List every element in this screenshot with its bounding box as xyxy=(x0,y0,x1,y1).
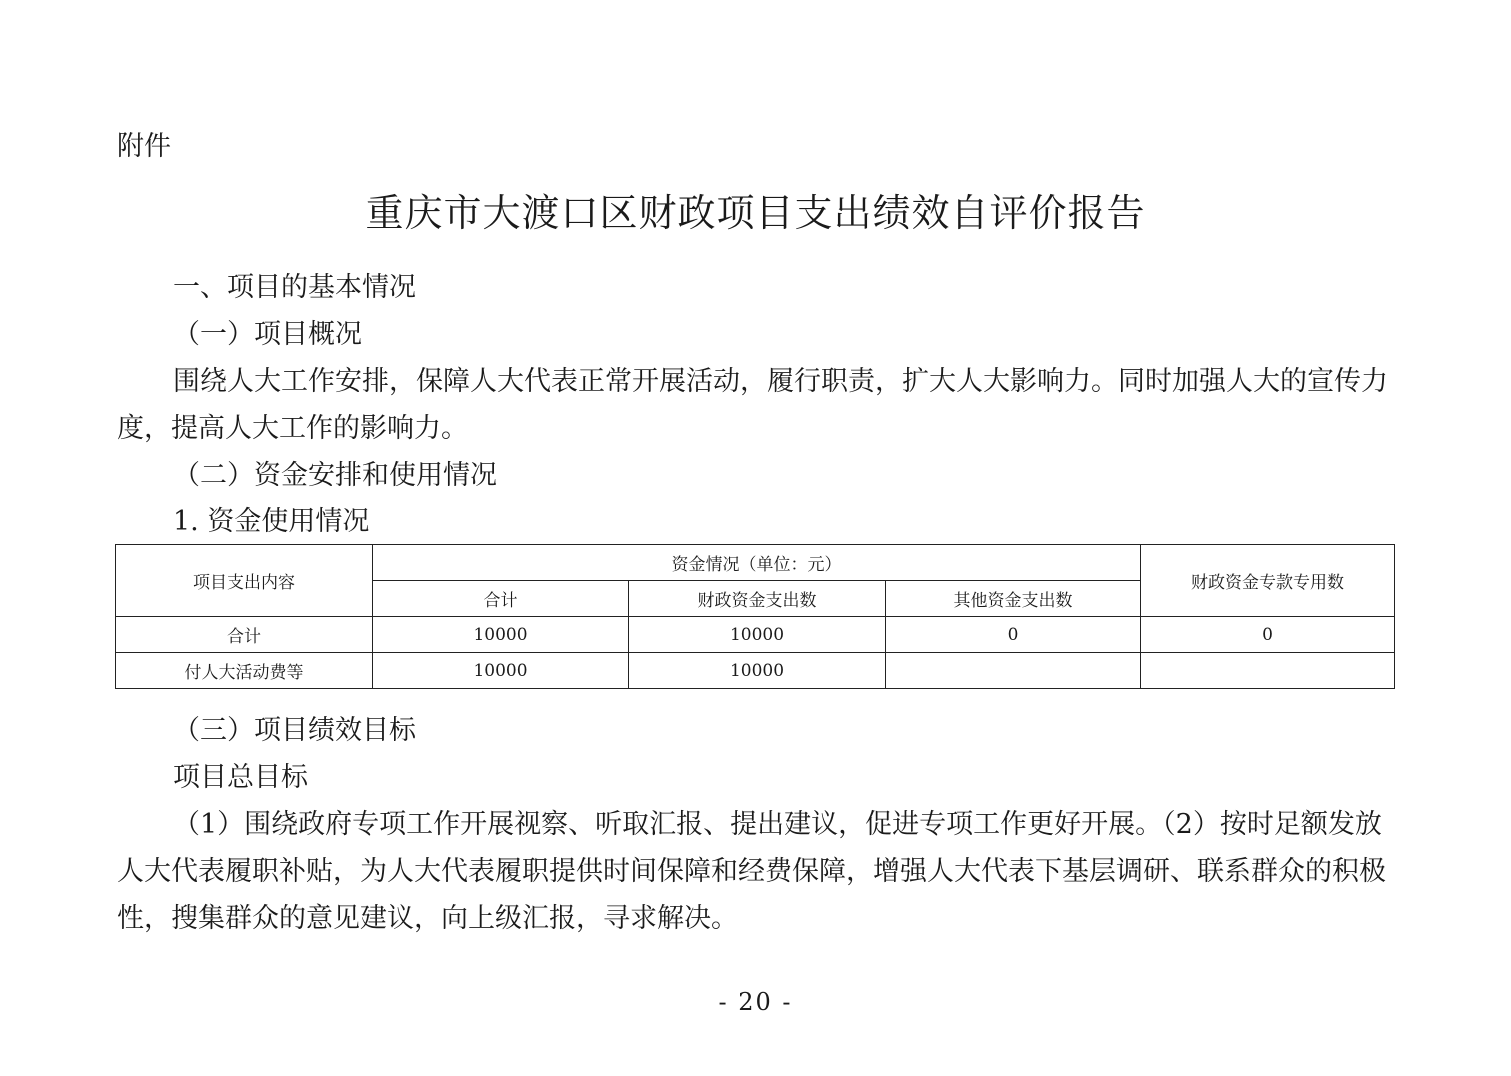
table-row xyxy=(116,653,1395,689)
overview-paragraph: 围绕人大工作安排，保障人大代表正常开展活动，履行职责，扩大人大影响力。同时加强人大的宣传力度，提高人大工作的影响力。 xyxy=(117,366,1388,444)
funding-usage-item: 1. 资金使用情况 xyxy=(173,506,370,537)
table-cell: 0 xyxy=(886,617,1141,653)
table-cell: 10000 xyxy=(373,653,629,689)
table-row xyxy=(116,617,1395,653)
page-number: - 20 - xyxy=(718,988,793,1016)
table-cell: 10000 xyxy=(629,617,886,653)
subsection-heading-funding: （二）资金安排和使用情况 xyxy=(173,460,497,491)
table-cell: 合计 xyxy=(116,617,373,653)
table-cell: 10000 xyxy=(629,653,886,689)
document-title: 重庆市大渡口区财政项目支出绩效自评价报告 xyxy=(365,191,1146,235)
section-heading-basic-info: 一、项目的基本情况 xyxy=(173,272,416,303)
table-cell xyxy=(886,653,1141,689)
attachment-label: 附件 xyxy=(117,131,171,162)
header-funding-group: 资金情况（单位：元） xyxy=(373,545,1141,581)
subsection-heading-overview: （一）项目概况 xyxy=(173,319,362,350)
table-cell: 0 xyxy=(1141,617,1395,653)
table-cell: 10000 xyxy=(373,617,629,653)
header-item: 项目支出内容 xyxy=(116,545,373,617)
funding-table xyxy=(115,544,1395,689)
header-other: 其他资金支出数 xyxy=(886,581,1141,617)
table-cell xyxy=(1141,653,1395,689)
table-header-row xyxy=(116,545,1395,581)
table-cell: 付人大活动费等 xyxy=(116,653,373,689)
subsection-heading-goals: （三）项目绩效目标 xyxy=(173,715,416,746)
header-total: 合计 xyxy=(373,581,629,617)
header-special: 财政资金专款专用数 xyxy=(1141,545,1395,617)
header-fiscal: 财政资金支出数 xyxy=(629,581,886,617)
overall-goal-heading: 项目总目标 xyxy=(173,762,308,793)
goals-paragraph: （1）围绕政府专项工作开展视察、听取汇报、提出建议，促进专项工作更好开展。（2）按时足额发放人大代表履职补贴，为人大代表履职提供时间保障和经费保障，增强人大代表下基层调研、联系群众的积极性，搜集群众的意见建议，向上级汇报，寻求解决。 xyxy=(117,809,1386,934)
